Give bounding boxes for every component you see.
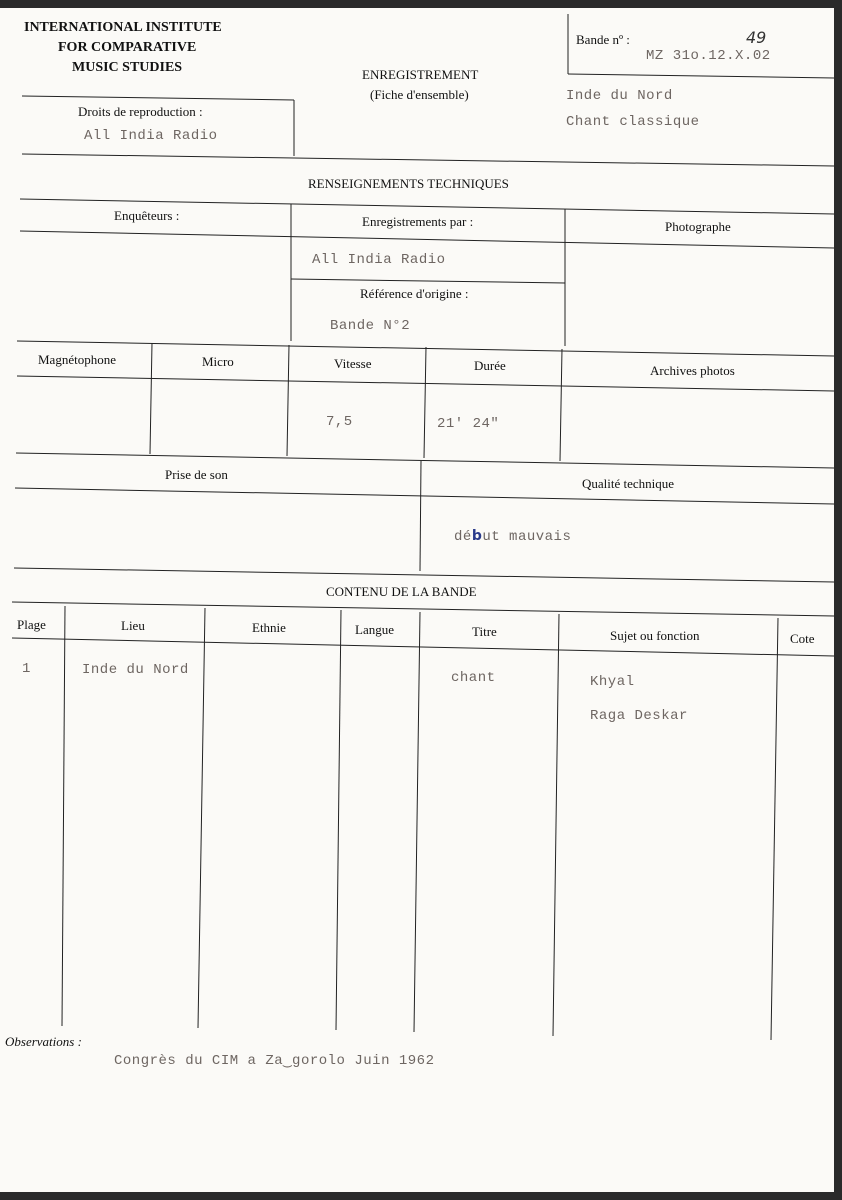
- duree-value: 21' 24": [437, 416, 500, 432]
- bande-value: MZ 31o.12.X.02: [646, 48, 771, 64]
- bande-handwritten-number: 49: [746, 28, 767, 47]
- col-cote: Cote: [790, 631, 815, 646]
- reference-label: Référence d'origine :: [360, 286, 469, 301]
- droits-label: Droits de reproduction :: [78, 104, 203, 119]
- contenu-section-title: CONTENU DE LA BANDE: [326, 584, 477, 599]
- vitesse-label: Vitesse: [334, 356, 372, 371]
- enregistrements-value: All India Radio: [312, 252, 446, 268]
- prise-label: Prise de son: [165, 467, 228, 482]
- region-line-2: Chant classique: [566, 114, 700, 130]
- form-title: ENREGISTREMENT: [362, 67, 479, 82]
- col-lieu: Lieu: [121, 618, 145, 633]
- qualite-value-correction: b: [471, 528, 483, 544]
- form-sheet: [0, 6, 834, 1192]
- col-sujet: Sujet ou fonction: [610, 628, 700, 643]
- qualite-value-post: ut mauvais: [482, 529, 572, 545]
- institute-line-2: FOR COMPARATIVE: [58, 40, 197, 55]
- row-titre: chant: [451, 670, 496, 686]
- technique-section-title: RENSEIGNEMENTS TECHNIQUES: [308, 176, 509, 191]
- droits-value: All India Radio: [84, 128, 218, 144]
- observations-label: Observations :: [5, 1034, 82, 1049]
- enregistrements-label: Enregistrements par :: [362, 214, 474, 229]
- vitesse-value: 7,5: [326, 414, 353, 430]
- observations-value: Congrès du CIM a Za‿gorolo Juin 1962: [114, 1053, 435, 1069]
- magnetophone-label: Magnétophone: [38, 352, 116, 367]
- institute-line-3: MUSIC STUDIES: [72, 60, 183, 75]
- duree-label: Durée: [474, 358, 506, 373]
- col-ethnie: Ethnie: [252, 620, 286, 635]
- row-lieu: Inde du Nord: [82, 662, 189, 678]
- qualite-value-pre: dé: [454, 529, 472, 545]
- enqueteurs-label: Enquêteurs :: [114, 208, 180, 223]
- archives-label: Archives photos: [650, 363, 735, 378]
- photographe-label: Photographe: [665, 219, 731, 234]
- qualite-value: [454, 528, 571, 545]
- bande-label: Bande nº :: [576, 32, 630, 47]
- col-langue: Langue: [355, 622, 394, 637]
- col-titre: Titre: [472, 624, 497, 639]
- region-line-1: Inde du Nord: [566, 88, 673, 104]
- row-sujet-2: Raga Deskar: [590, 708, 688, 724]
- row-plage: 1: [22, 661, 31, 677]
- scan-border-right: [834, 0, 842, 1200]
- form-subtitle: (Fiche d'ensemble): [370, 87, 469, 102]
- institute-line-1: INTERNATIONAL INSTITUTE: [24, 20, 222, 35]
- qualite-label: Qualité technique: [582, 476, 675, 491]
- reference-value: Bande N°2: [330, 318, 411, 334]
- row-sujet-1: Khyal: [590, 674, 635, 690]
- col-plage: Plage: [17, 617, 46, 632]
- micro-label: Micro: [202, 354, 234, 369]
- scan-border-top: [0, 0, 842, 8]
